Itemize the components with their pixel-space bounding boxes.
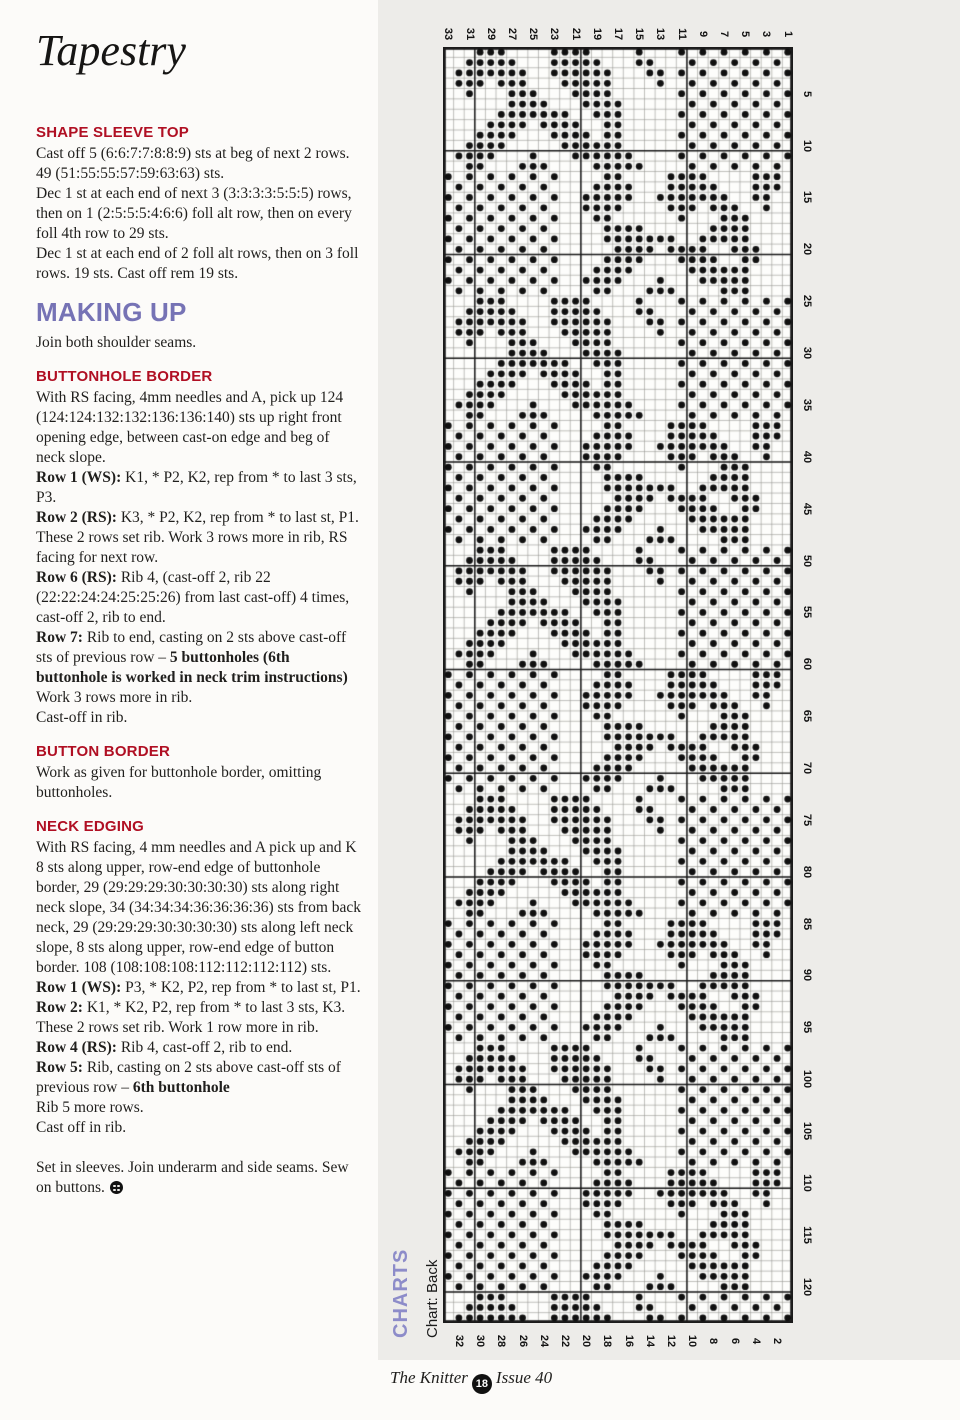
chart-col-label: 20 (580, 1334, 593, 1348)
chart-row-label: 120 (801, 1277, 813, 1296)
instruction-text: These 2 rows set rib. Work 3 rows more in rib, RS facing for next row. (36, 529, 348, 567)
chart-col-label: 30 (474, 1334, 487, 1348)
chart-row-label: 20 (801, 243, 813, 256)
section-heading: BUTTONHOLE BORDER (36, 368, 213, 386)
knitting-chart-grid (443, 47, 793, 1323)
chart-row-label: 50 (801, 554, 813, 567)
instruction-text: Cast off 5 (6:6:7:7:8:8:9) sts at beg of next 2 rows. 49 (51:55:55:57:59:63:63) sts. (36, 145, 350, 183)
chart-col-label: 1 (781, 30, 794, 38)
instruction-text: Cast off in rib. (36, 1119, 127, 1137)
chart-row-label: 60 (801, 658, 813, 671)
chart-row-label: 90 (801, 969, 813, 982)
pattern-paragraph (36, 1038, 362, 1058)
section-heading: BUTTON BORDER (36, 743, 170, 761)
instruction-text: Work as given for buttonhole border, omitting buttonholes. (36, 764, 322, 802)
chart-row-label: 65 (801, 709, 813, 723)
row-label: Row 2: (36, 999, 87, 1017)
chart-row-label: 45 (801, 502, 813, 515)
button-icon (110, 1181, 123, 1194)
row-label: Row 6 (RS): (36, 569, 121, 587)
pattern-paragraph (36, 508, 362, 528)
pattern-paragraph (36, 144, 362, 184)
chart-col-label: 5 (739, 30, 752, 38)
page-title: Tapestry (36, 26, 186, 75)
chart-col-label: 28 (495, 1334, 508, 1348)
pattern-paragraph (36, 1098, 362, 1118)
instruction-text: Work 3 rows more in rib. (36, 689, 193, 707)
pattern-paragraph (36, 244, 362, 284)
instruction-text: Rib 5 more rows. (36, 1099, 144, 1117)
chart-col-label: 18 (601, 1334, 614, 1348)
instruction-text: K1, * K2, P2, rep from * to last 3 sts, K3. (86, 999, 346, 1017)
row-label: Row 2 (RS): (36, 509, 121, 527)
chart-col-label: 22 (558, 1334, 571, 1348)
chart-row-label: 105 (801, 1121, 813, 1141)
chart-row-label: 30 (801, 346, 813, 360)
pattern-paragraph (36, 1118, 362, 1138)
chart-col-label: 15 (633, 27, 646, 41)
chart-col-label: 13 (654, 27, 667, 41)
chart-row-label: 25 (801, 295, 813, 308)
instruction-text: Join both shoulder seams. (36, 334, 197, 352)
chart-caption: Chart: Back (424, 1259, 441, 1338)
pattern-paragraph (36, 763, 362, 803)
chart-col-label: 27 (505, 27, 518, 41)
chart-col-label: 23 (548, 27, 561, 41)
chart-row-label: 35 (801, 398, 813, 412)
chart-col-label: 9 (696, 30, 709, 38)
chart-col-label: 16 (622, 1334, 635, 1348)
chart-col-label: 3 (760, 30, 773, 38)
page-footer (390, 1368, 552, 1394)
pattern-paragraph (36, 333, 362, 353)
pattern-paragraph (36, 1018, 362, 1038)
chart-row-label: 40 (801, 450, 813, 463)
row-label: Row 7: (36, 629, 87, 647)
chart-panel (378, 0, 960, 1360)
chart-row-label: 100 (801, 1070, 813, 1089)
left-column (36, 28, 362, 1198)
instruction-text: With RS facing, 4mm needles and A, pick up 124 (124:124:132:132:136:136:140) sts up right front opening edge, between cast-on edge and beg of neck slope. (36, 389, 344, 467)
row-label: 6th buttonhole (132, 1079, 230, 1097)
instruction-text: Rib 4, (cast-off 2, rib 22 (22:22:24:24:25:25:26) from last cast-off) 4 times, cast-off 2, rib to end. (36, 569, 350, 627)
chart-col-label: 8 (707, 1337, 720, 1345)
instruction-text: Rib, casting on 2 sts above cast-off sts of previous row – (36, 1059, 341, 1097)
pattern-paragraph (36, 688, 362, 708)
chart-row-label: 110 (801, 1174, 813, 1192)
chart-col-label: 17 (612, 27, 624, 41)
chart-row-label: 55 (801, 606, 813, 619)
pattern-paragraph (36, 708, 362, 728)
section-heading: NECK EDGING (36, 818, 145, 836)
chart-col-label: 19 (590, 27, 603, 41)
chart-col-label: 32 (452, 1334, 465, 1348)
chart-col-label: 33 (442, 27, 455, 41)
instruction-text: K1, * P2, K2, rep from * to last 3 sts, P3. (36, 469, 357, 507)
pattern-paragraph (36, 998, 362, 1018)
instruction-text: These 2 rows set rib. Work 1 row more in rib. (36, 1019, 319, 1037)
chart-col-label: 14 (643, 1334, 656, 1348)
chart-row-label: 5 (801, 90, 813, 97)
chart-row-label: 115 (801, 1225, 813, 1244)
pattern-paragraph (36, 628, 362, 688)
pattern-sections (36, 124, 362, 1198)
chart-col-label: 21 (569, 27, 582, 41)
instruction-text: Cast-off in rib. (36, 709, 128, 727)
chart-col-label: 31 (463, 27, 476, 41)
pattern-paragraph (36, 1058, 362, 1098)
chart-col-label: 11 (675, 28, 688, 40)
instruction-text: P3, * K2, P2, rep from * to last st, P1. (125, 979, 361, 997)
instruction-text: K3, * P2, K2, rep from * to last st, P1. (120, 509, 359, 527)
row-label: Row 1 (WS): (36, 469, 126, 487)
chart-col-label: 10 (686, 1334, 699, 1348)
instruction-text: Rib 4, cast-off 2, rib to end. (120, 1039, 293, 1057)
chart-row-label: 85 (801, 917, 813, 930)
chart-col-label: 12 (665, 1334, 678, 1348)
pattern-paragraph (36, 1158, 362, 1198)
instruction-text: Rib to end, casting on 2 sts above cast-off sts of previous row – (36, 629, 347, 667)
chart-col-label: 26 (516, 1334, 529, 1348)
row-label: Row 4 (RS): (36, 1039, 121, 1057)
chart-col-label: 24 (537, 1334, 550, 1348)
chart-row-label: 75 (801, 813, 813, 826)
pattern-paragraph (36, 978, 362, 998)
instruction-text: Dec 1 st at each end of 2 foll alt rows, then on 3 foll rows. 19 sts. Cast off rem 19 sts. (36, 245, 359, 283)
chart-row-label: 95 (801, 1021, 813, 1034)
pattern-paragraph (36, 568, 362, 628)
chart-row-label: 10 (801, 139, 813, 152)
chart-col-label: 2 (771, 1337, 784, 1345)
instruction-text: With RS facing, 4 mm needles and A pick up and K 8 sts along upper, row-end edge of buttonhole border, 29 (29:29:29:30:30:30:30) sts along right neck slope, 34 (34:34:34:36:36:36:36) sts from back neck, 29 (29:29:29:30:30:30:30) sts along left neck slope, 8 sts along upper, row-end edge of button border. 108 (108:108:108:112:112:112:112) sts. (36, 839, 362, 977)
chart-row-label: 80 (801, 865, 813, 878)
pattern-paragraph (36, 388, 362, 468)
chart-col-label: 4 (749, 1337, 762, 1345)
chart-row-label: 15 (801, 191, 813, 204)
chart-col-label: 29 (484, 27, 497, 41)
issue-badge: 18 (472, 1374, 492, 1394)
footer-magazine: The Knitter (390, 1368, 468, 1387)
row-label: Row 1 (WS): (36, 979, 126, 997)
footer-issue: Issue 40 (495, 1368, 553, 1387)
chart-col-label: 6 (728, 1337, 741, 1345)
chart-col-label: 25 (527, 27, 540, 41)
chart-col-label: 7 (718, 30, 731, 38)
pattern-paragraph (36, 184, 362, 244)
chart-row-label: 70 (801, 761, 813, 775)
section-heading-major: MAKING UP (36, 297, 187, 328)
instruction-text: Dec 1 st at each end of next 3 (3:3:3:3:5:5:5) rows, then on 1 (2:5:5:5:4:6:6) foll alt row, then on every foll 4th row to 29 sts. (36, 185, 352, 243)
section-heading: SHAPE SLEEVE TOP (36, 124, 189, 142)
charts-side-label: CHARTS (390, 1248, 412, 1338)
pattern-paragraph (36, 838, 362, 978)
row-label: 5 buttonholes (6th buttonhole is worked in neck trim instructions) (36, 649, 348, 687)
instruction-text: Set in sleeves. Join underarm and side seams. Sew on buttons. (36, 1159, 349, 1197)
pattern-paragraph (36, 468, 362, 508)
pattern-paragraph (36, 528, 362, 568)
row-label: Row 5: (36, 1059, 87, 1077)
